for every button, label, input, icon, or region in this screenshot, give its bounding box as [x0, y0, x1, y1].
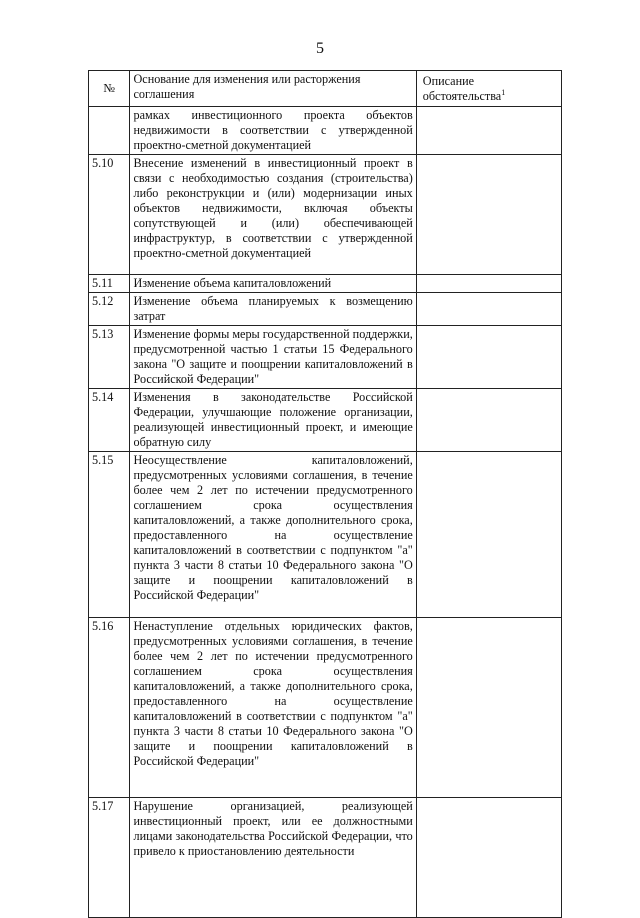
row-basis: рамках инвестиционного проекта объектов недвижимости в соответствии с утвержденной проектно-сметной документацией: [130, 107, 416, 155]
row-description: [416, 389, 561, 452]
row-description: [416, 326, 561, 389]
row-description: [416, 618, 561, 798]
row-number: 5.16: [89, 618, 130, 798]
row-number: 5.12: [89, 293, 130, 326]
page-number: 5: [316, 40, 324, 57]
row-number: 5.15: [89, 452, 130, 618]
row-basis: Изменения в законодательстве Российской Федерации, улучшающие положение организации, реализующей инвестиционный проект, и имеющие обратную силу: [130, 389, 416, 452]
footnote-marker: 1: [501, 87, 506, 97]
header-description: [416, 71, 561, 107]
row-description: [416, 293, 561, 326]
row-basis: Ненаступление отдельных юридических фактов, предусмотренных условиями соглашения, в течение более чем 2 лет по истечении предусмотренного соглашением срока осуществления капиталовложений, а также дополнительного срока, предоставленного на осуществление капиталовложений в соответствии с подпунктом "а" пункта 3 части 8 статьи 10 Федерального закона "О защите и поощрении капиталовложений в Российской Федерации": [130, 618, 416, 798]
row-number: 5.17: [89, 798, 130, 918]
header-basis: Основание для изменения или расторжения соглашения: [130, 71, 416, 107]
row-basis: Неосуществление капиталовложений, предусмотренных условиями соглашения, в течение более чем 2 лет по истечении предусмотренного соглашением срока осуществления капиталовложений, а также дополнительного срока, предоставленного на осуществление капиталовложений в соответствии с подпунктом "а" пункта 3 части 8 статьи 10 Федерального закона "О защите и поощрении капиталовложений в Российской Федерации": [130, 452, 416, 618]
header-description-label: Описание обстоятельства: [422, 73, 502, 103]
row-number: [89, 107, 130, 155]
row-description: [416, 798, 561, 918]
row-description: [416, 107, 561, 155]
table-row: [89, 326, 562, 389]
table-row: [89, 293, 562, 326]
table-row: [89, 618, 562, 798]
row-description: [416, 275, 561, 293]
row-basis: Изменение объема планируемых к возмещению затрат: [130, 293, 416, 326]
row-number: 5.11: [89, 275, 130, 293]
row-basis: Внесение изменений в инвестиционный проект в связи с необходимостью создания (строительства) либо реконструкции и (или) модернизации иных объектов недвижимости, включая объекты сопутствующей и (или) обеспечивающей инфраструктур, в соответствии с утвержденной проектно-сметной документацией: [130, 155, 416, 275]
table-header-row: [89, 71, 562, 107]
table-row: [89, 155, 562, 275]
table-row: [89, 389, 562, 452]
row-number: 5.13: [89, 326, 130, 389]
table-body: [89, 107, 562, 918]
row-basis: Изменение формы меры государственной поддержки, предусмотренной частью 1 статьи 15 Федерального закона "О защите и поощрении капиталовложений в Российской Федерации": [130, 326, 416, 389]
table-row: [89, 275, 562, 293]
table-row: [89, 107, 562, 155]
row-description: [416, 452, 561, 618]
conditions-table: [88, 70, 562, 918]
row-number: 5.10: [89, 155, 130, 275]
table-row: [89, 798, 562, 918]
row-number: 5.14: [89, 389, 130, 452]
table-row: [89, 452, 562, 618]
row-description: [416, 155, 561, 275]
row-basis: Изменение объема капиталовложений: [130, 275, 416, 293]
header-number: №: [89, 71, 130, 107]
row-basis: Нарушение организацией, реализующей инвестиционный проект, или ее должностными лицами законодательства Российской Федерации, что привело к приостановлению деятельности: [130, 798, 416, 918]
